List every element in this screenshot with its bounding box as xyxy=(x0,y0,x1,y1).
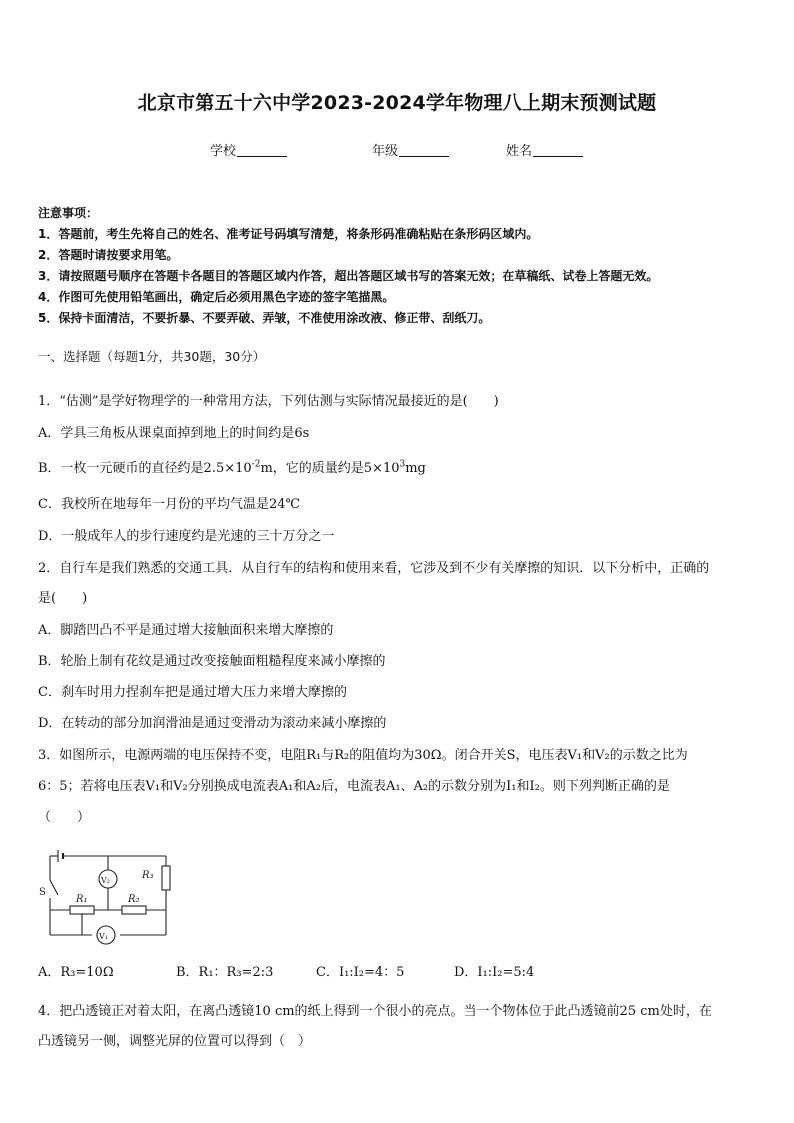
switch-label: S xyxy=(39,887,46,898)
school-blank[interactable] xyxy=(237,144,287,157)
q2-option-b: B．轮胎上制有花纹是通过改变接触面粗糙程度来减小摩擦的 xyxy=(38,654,386,669)
name-field[interactable] xyxy=(506,140,583,159)
grade-label: 年级 xyxy=(372,144,399,159)
r3-label: R₃ xyxy=(142,870,154,881)
q4-stem-line1: 4．把凸透镜正对着太阳，在离凸透镜10 cm的纸上得到一个很小的亮点。当一个物体位于此凸透镜前25 cm处时，在 xyxy=(38,1004,712,1019)
q3-stem-line1: 3．如图所示，电源两端的电压保持不变，电阻R₁与R₂的阻值均为30Ω。闭合开关S，电压表V₁和V₂的示数之比为 xyxy=(38,748,688,763)
notes-block xyxy=(38,203,658,329)
q3-option-c: C．I₁:I₂=4：5 xyxy=(316,965,405,980)
q2-stem-line1: 2．自行车是我们熟悉的交通工具．从自行车的结构和使用来看，它涉及到不少有关摩擦的知识．以下分析中，正确的 xyxy=(38,561,710,576)
q1-option-d: D．一般成年人的步行速度约是光速的三十万分之一 xyxy=(38,529,335,544)
name-label: 姓名 xyxy=(506,144,533,159)
q3-option-a: A．R₃=10Ω xyxy=(38,965,114,980)
notes-heading: 注意事项： xyxy=(38,206,99,220)
q2-stem-line2: 是( ) xyxy=(38,591,88,606)
q1-option-a: A．学具三角板从课桌面掉到地上的时间约是6s xyxy=(38,426,310,441)
page-title: 北京市第五十六中学2023-2024学年物理八上期末预测试题 xyxy=(137,92,657,114)
q1-stem: 1．“估测”是学好物理学的一种常用方法，下列估测与实际情况最接近的是( ) xyxy=(38,394,499,409)
q3-options xyxy=(38,961,758,980)
grade-blank[interactable] xyxy=(399,144,449,157)
note-item: 3．请按照题号顺序在答题卡各题目的答题区域内作答，超出答题区域书写的答案无效；在草稿纸、试卷上答题无效。 xyxy=(38,269,659,283)
q3-stem-line2: 6：5；若将电压表V₁和V₂分别换成电流表A₁和A₂后，电流表A₁、A₂的示数分别为I₁和I₂。则下列判断正确的是 xyxy=(38,779,670,794)
q2-option-c: C．刹车时用力捏刹车把是通过增大压力来增大摩擦的 xyxy=(38,685,347,700)
note-item: 1．答题前，考生先将自己的姓名、准考证号码填写清楚，将条形码准确粘贴在条形码区域内。 xyxy=(38,227,539,241)
grade-field[interactable] xyxy=(372,140,449,159)
school-field[interactable] xyxy=(210,140,287,159)
q4-stem-line2: 凸透镜另一侧，调整光屏的位置可以得到（ ） xyxy=(38,1034,312,1049)
switch-icon xyxy=(50,880,58,895)
q3-option-b: B．R₁：R₃=2:3 xyxy=(176,965,274,980)
note-item: 2．答题时请按要求用笔。 xyxy=(38,248,179,262)
circuit-diagram xyxy=(38,840,178,945)
q2-option-d: D．在转动的部分加润滑油是通过变滑动为滚动来减小摩擦的 xyxy=(38,716,387,731)
q1-option-c: C．我校所在地每年一月份的平均气温是24℃ xyxy=(38,497,301,512)
section-title: 一、选择题（每题1分，共30题，30分） xyxy=(38,349,266,364)
r2-label: R₂ xyxy=(128,894,140,905)
note-item: 4．作图可先使用铅笔画出，确定后必须用黑色字迹的签字笔描黑。 xyxy=(38,290,395,304)
note-item: 5．保持卡面清洁，不要折暴、不要弄破、弄皱，不准使用涂改液、修正带、刮纸刀。 xyxy=(38,311,491,325)
q3-stem-line3: （ ） xyxy=(38,810,91,825)
resistor-r3-icon xyxy=(162,866,170,890)
q3-option-d: D．I₁:I₂=5:4 xyxy=(454,965,535,980)
name-blank[interactable] xyxy=(533,144,583,157)
school-label: 学校 xyxy=(210,144,237,159)
q1-option-b: B．一枚一元硬币的直径约是$2.5\times 10^{-2}m$，它的质量约是$5\times 10^3mg$ xyxy=(38,459,426,476)
resistor-r2-icon xyxy=(122,906,146,914)
resistor-r1-icon xyxy=(70,906,94,914)
v2-label: V₂ xyxy=(101,876,110,885)
r1-label: R₁ xyxy=(76,894,88,905)
v1-label: V₁ xyxy=(99,932,108,941)
q2-option-a: A．脚踏凹凸不平是通过增大接触面积来增大摩擦的 xyxy=(38,623,334,638)
